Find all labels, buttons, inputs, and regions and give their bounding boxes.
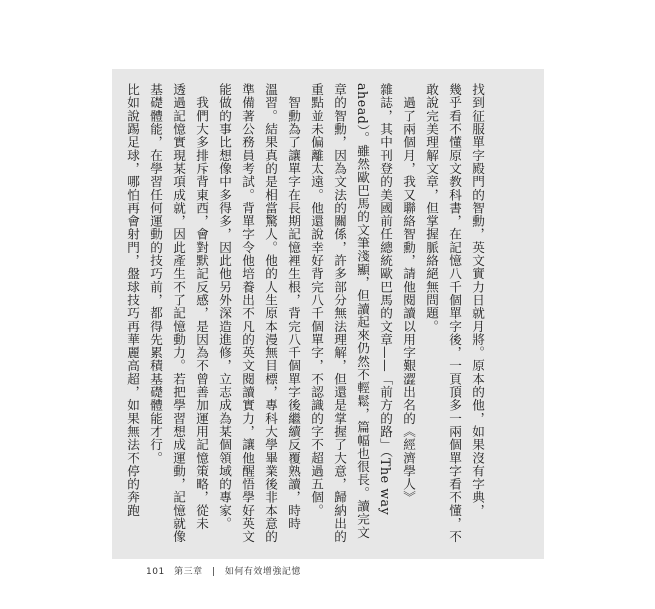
chapter-title: 如何有效增強記憶 bbox=[224, 567, 301, 577]
footer-separator: | bbox=[211, 567, 216, 577]
text-column: 敢說完美理解文章，但掌握脈絡絕無問題。 bbox=[424, 83, 439, 333]
text-column: 幾乎看不懂原文教科書，在記憶八千個單字後，一頁頂多一兩個單字看不懂，不 bbox=[447, 83, 462, 544]
text-column: 我們大多排斥背東西，會對默記反感，是因為不曾善加運用記憶策略，從未 bbox=[194, 83, 209, 531]
text-column: 智勳為了讓單字在長期記憶裡生根，背完八千個單字後繼續反覆熟讀，時時 bbox=[286, 83, 301, 531]
text-column: 章的智勳，因為文法的關係，許多部分無法理解，但還是掌握了大意，歸納出的 bbox=[332, 83, 347, 544]
text-column: 透過記憶實現某項成就，因此產生不了記憶動力。若把學習想成運動，記憶就像 bbox=[171, 83, 186, 544]
page-number: 101 bbox=[146, 567, 165, 577]
text-column: 準備著公務員考試。背單字令他培養出不凡的英文閱讀實力，讓他醒悟學好英文 bbox=[240, 83, 255, 544]
text-column: 雜誌，其中刊登的美國前任總統歐巴馬的文章——「前方的路」（The way bbox=[378, 83, 393, 516]
text-column: 能做的事比想像中多得多，因此他另外深造進修，立志成為某個領域的專家。 bbox=[217, 83, 232, 531]
page-footer bbox=[146, 564, 307, 577]
text-column: 過了兩個月，我又聯絡智勳，請他閱讀以用字艱澀出名的《經濟學人》 bbox=[401, 83, 416, 504]
text-column: 基礎體能，在學習任何運動的技巧前，都得先累積基礎體能才行。 bbox=[148, 83, 163, 465]
chapter-label: 第三章 bbox=[174, 567, 203, 577]
text-column: 溫習。結果真的是相當驚人。他的人生原本漫無目標，專科大學畢業後非本意的 bbox=[263, 83, 278, 544]
text-column: ahead）。雖然歐巴馬的文筆淺顯，但讀起來仍然不輕鬆，篇幅也很長。讀完文 bbox=[355, 83, 370, 539]
text-column: 重點並未偏離太遠。他還說幸好背完八千個單字，不認識的字不超過五個。 bbox=[309, 83, 324, 517]
body-text bbox=[115, 83, 485, 544]
text-column: 比如說踢足球，哪怕再會射門，盤球技巧再華麗高超，如果無法不停的奔跑 bbox=[125, 83, 140, 517]
text-column: 找到征服單字殿門的智勳，英文實力日就月將。原本的他，如果沒有字典， bbox=[470, 83, 485, 517]
